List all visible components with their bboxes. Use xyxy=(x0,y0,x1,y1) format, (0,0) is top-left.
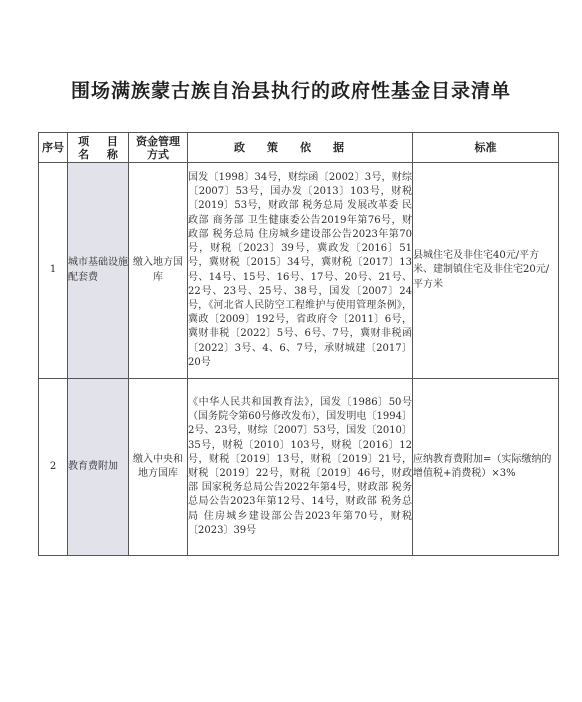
fund-catalog-table xyxy=(38,132,559,556)
row-item-name: 城市基础设施配套费 xyxy=(68,163,129,379)
table-row xyxy=(39,163,559,379)
header-seq: 序号 xyxy=(39,133,68,163)
header-mgmt-line1: 资金管理 xyxy=(136,134,180,148)
row-mgmt: 缴入地方国库 xyxy=(129,163,188,379)
header-name-line1: 项 目 xyxy=(78,134,125,148)
header-name xyxy=(68,133,129,163)
header-name-line2: 名 称 xyxy=(78,147,125,161)
header-policy: 政策依据 xyxy=(188,133,413,163)
row-standard: 应纳教育费附加=（实际缴纳的增值税+消费税）×3% xyxy=(413,379,559,556)
table-row xyxy=(39,379,559,556)
row-mgmt: 缴入中央和地方国库 xyxy=(129,379,188,556)
page-title: 围场满族蒙古族自治县执行的政府性基金目录清单 xyxy=(70,80,511,102)
header-mgmt xyxy=(129,133,188,163)
row-seq: 1 xyxy=(39,163,68,379)
row-standard: 县城住宅及非住宅40元/平方米、建制镇住宅及非住宅20元/平方米 xyxy=(413,163,559,379)
table-header-row xyxy=(39,133,559,163)
header-standard: 标准 xyxy=(413,133,559,163)
row-policy: 《中华人民共和国教育法》，国发〔1986〕50号（国务院令第60号修改发布），国发明电〔1994〕2号、23号，财综〔2007〕53号，国发〔2010〕35号，财税〔2010〕103号，财税〔2016〕12号，财税〔2019〕13号，财税〔2019〕21号，财税〔2019〕22号，财税〔2019〕46号，财政部 国家税务总局公告2022年第4号，财政部 税务总局公告2023年第12号、14号，财政部 税务总局 住房城乡建设部公告2023年第70号，财税〔2023〕39号 xyxy=(188,379,413,556)
row-item-name: 教育费附加 xyxy=(68,379,129,556)
row-seq: 2 xyxy=(39,379,68,556)
row-policy: 国发〔1998〕34号，财综函〔2002〕3号，财综〔2007〕53号，国办发〔2013〕103号，财税〔2019〕53号，财政部 税务总局 发展改革委 民政部 商务部 卫生健康委公告2019年第76号，财政部 税务总局 住房城乡建设部公告2023年第70号，财税〔2023〕39号，冀政发〔2016〕51号，冀财税〔2015〕34号，冀财税〔2017〕13号、14号、15号、16号、17号、20号、21号、22号、23号、25号、38号，国发〔2007〕24号，《河北省人民防空工程维护与使用管理条例》，冀政〔2009〕192号，省政府令〔2011〕6号，冀财非税〔2022〕5号、6号、7号，冀财非税函〔2022〕3号、4、6、7号，承财城建〔2017〕20号 xyxy=(188,163,413,379)
header-mgmt-line2: 方式 xyxy=(147,147,169,161)
